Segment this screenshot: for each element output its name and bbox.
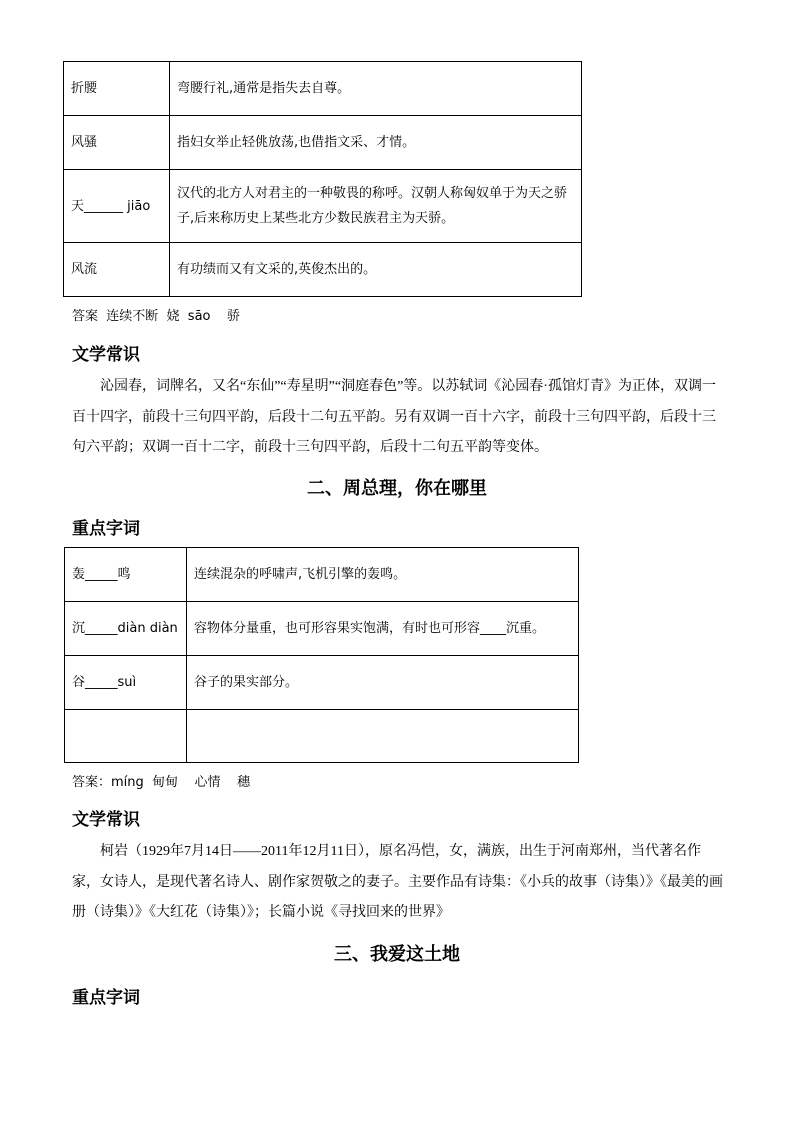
literature-heading-2: 文学常识 [72, 810, 140, 830]
section-title-2: 二、周总理，你在哪里 [307, 478, 487, 499]
literature-heading-1: 文学常识 [72, 345, 140, 365]
answer-line-1: 答案 连续不断 娆 sāo 骄 [72, 309, 241, 324]
definition-cell: 容物体分量重，也可形容果实饱满，有时也可形容____沉重。 [187, 602, 579, 656]
vocab-table-2 [64, 547, 579, 763]
table-row [64, 116, 582, 170]
table-row [65, 602, 579, 656]
definition-cell: 谷子的果实部分。 [187, 656, 579, 710]
term-cell: 风骚 [64, 116, 170, 170]
term-cell: 谷_____suì [65, 656, 187, 710]
key-words-heading-3: 重点字词 [72, 988, 140, 1008]
term-cell: 轰_____鸣 [65, 548, 187, 602]
definition-cell: 汉代的北方人对君主的一种敬畏的称呼。汉朝人称匈奴单于为天之骄子,后来称历史上某些北方少数民族君主为天骄。 [170, 170, 582, 243]
term-cell: 风流 [64, 243, 170, 297]
literature-paragraph-2: 柯岩（1929年7月14日——2011年12月11日），原名冯恺，女，满族，出生于河南郑州，当代著名作家，女诗人，是现代著名诗人、剧作家贺敬之的妻子。主要作品有诗集：《小兵的故事（诗集）》《最美的画册（诗集）》《大红花（诗集）》；长篇小说《寻找回来的世界》 [72, 844, 723, 920]
term-cell: 沉_____diàn diàn [65, 602, 187, 656]
literature-paragraph-1: 沁园春，词牌名，又名“东仙”“寿星明”“洞庭春色”等。以苏轼词《沁园春·孤馆灯青》为正体，双调一百十四字，前段十三句四平韵，后段十二句五平韵。另有双调一百十六字，前段十三句四平韵，后段十三句六平韵；双调一百十二字，前段十三句四平韵，后段十二句五平韵等变体。 [72, 379, 716, 455]
term-cell: 折腰 [64, 62, 170, 116]
table-row [65, 710, 579, 763]
table-row [65, 656, 579, 710]
definition-cell: 有功绩而又有文采的,英俊杰出的。 [170, 243, 582, 297]
section-title-3: 三、我爱这土地 [334, 944, 460, 965]
term-cell: 天______ jiāo [64, 170, 170, 243]
table-row [64, 62, 582, 116]
definition-cell: 连续混杂的呼啸声,飞机引擎的轰鸣。 [187, 548, 579, 602]
answer-line-2: 答案：míng 甸甸 心情 穗 [72, 775, 251, 790]
key-words-heading-2: 重点字词 [72, 519, 140, 539]
definition-cell: 指妇女举止轻佻放荡,也借指文采、才情。 [170, 116, 582, 170]
term-cell [65, 710, 187, 763]
definition-cell [187, 710, 579, 763]
table-row [65, 548, 579, 602]
table-row [64, 243, 582, 297]
table-row [64, 170, 582, 243]
definition-cell: 弯腰行礼,通常是指失去自尊。 [170, 62, 582, 116]
vocab-table-1 [63, 61, 582, 297]
